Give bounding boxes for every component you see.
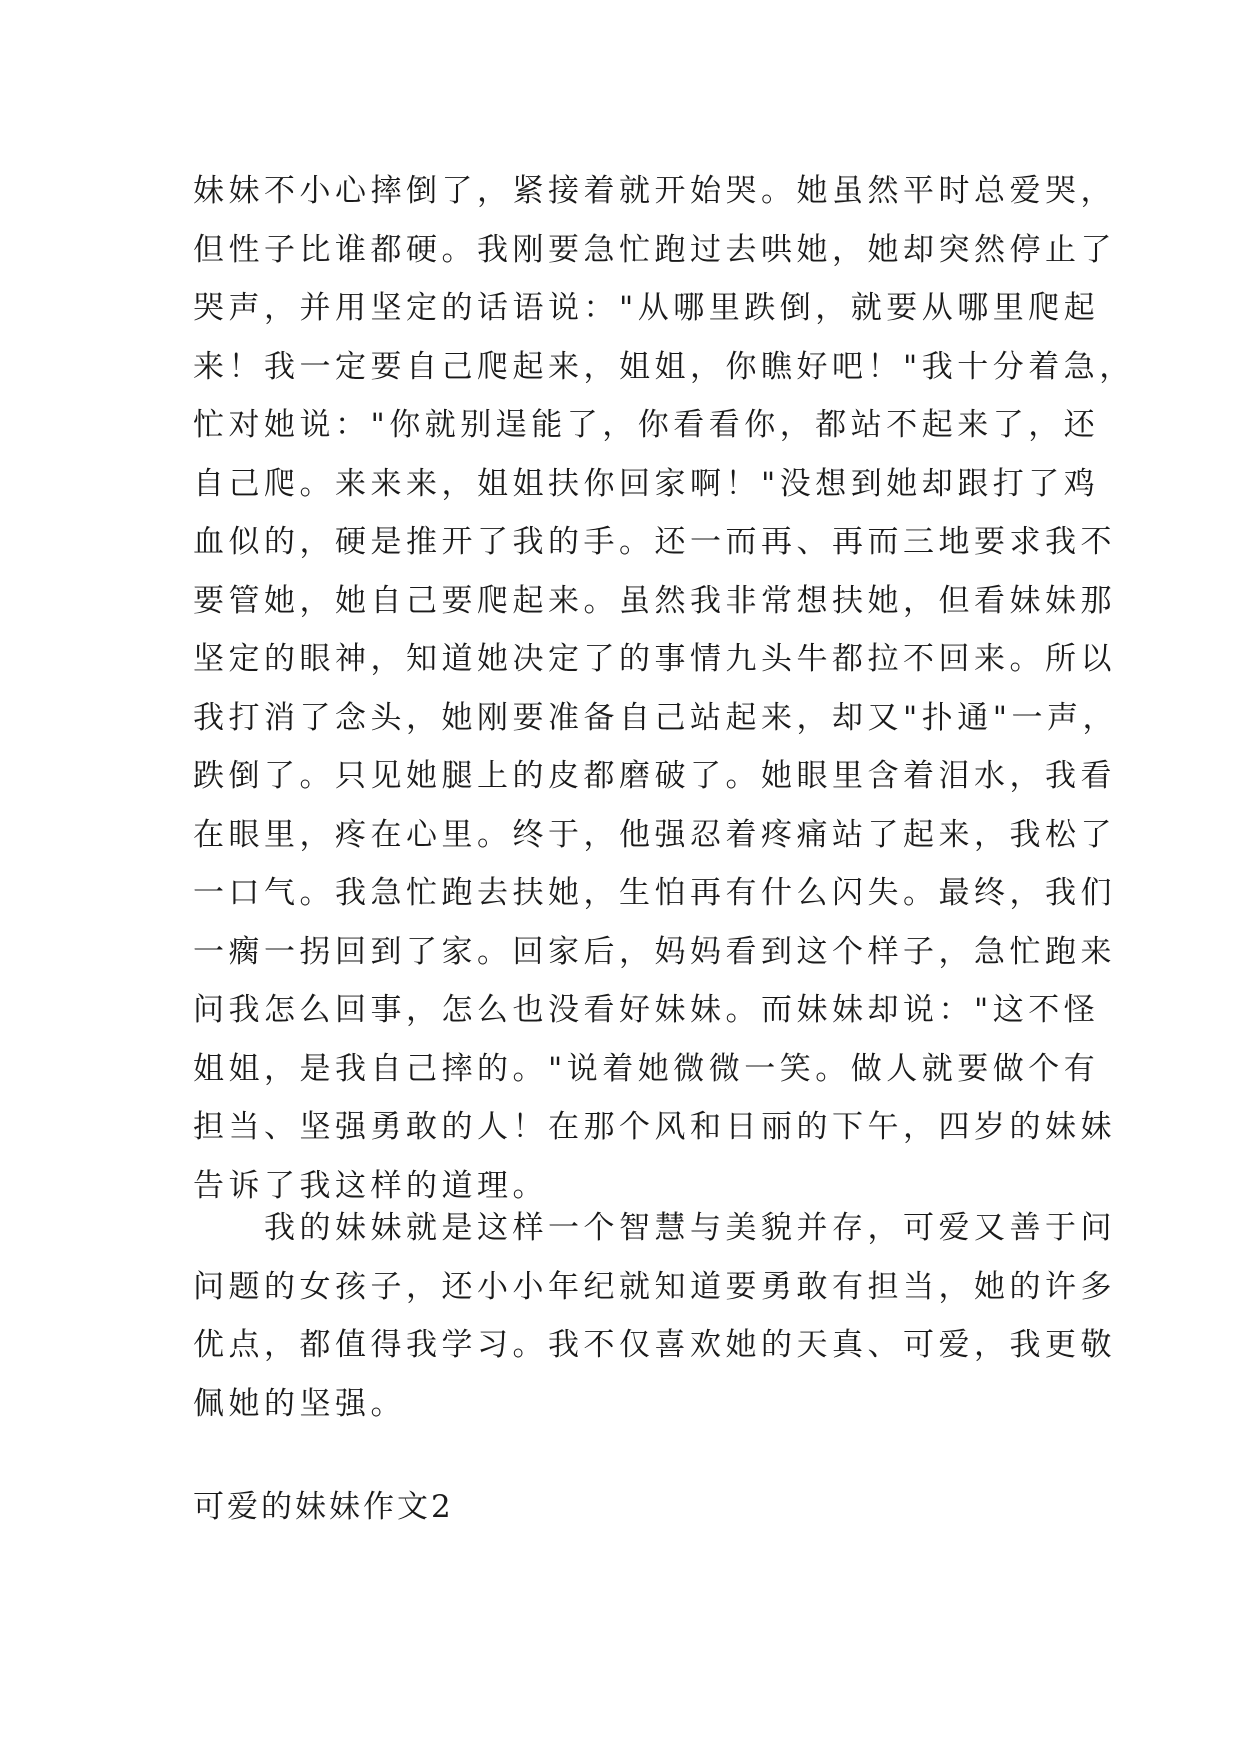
text-line: 姐姐，是我自己摔的。"说着她微微一笑。做人就要做个有 xyxy=(193,1050,1100,1087)
text-line: 来！我一定要自己爬起来，姐姐，你瞧好吧！"我十分着急， xyxy=(193,348,1135,385)
text-line: 一口气。我急忙跑去扶她，生怕再有什么闪失。最终，我们 xyxy=(193,875,1116,911)
text-line: 妹妹不小心摔倒了，紧接着就开始哭。她虽然平时总爱哭， xyxy=(193,173,1116,209)
text-line: 我打消了念头，她刚要准备自己站起来，却又"扑通"一声， xyxy=(193,699,1119,736)
text-line: 在眼里，疼在心里。终于，他强忍着疼痛站了起来，我松了 xyxy=(193,816,1116,853)
text-line: 忙对她说："你就别逞能了，你看看你，都站不起来了，还 xyxy=(193,407,1100,443)
text-line: 一瘸一拐回到了家。回家后，妈妈看到这个样子，急忙跑来 xyxy=(193,933,1116,970)
text-line: 坚定的眼神，知道她决定了的事情九头牛都拉不回来。所以 xyxy=(193,641,1116,677)
text-line: 我的妹妹就是这样一个智慧与美貌并存，可爱又善于问 xyxy=(193,1210,1116,1246)
text-line: 优点，都值得我学习。我不仅喜欢她的天真、可爱，我更敬 xyxy=(193,1327,1116,1363)
text-line: 佩她的坚强。 xyxy=(193,1385,406,1422)
paragraph-2 xyxy=(193,1199,1116,1433)
text-line: 问题的女孩子，还小小年纪就知道要勇敢有担当，她的许多 xyxy=(193,1268,1116,1305)
text-line: 跌倒了。只见她腿上的皮都磨破了。她眼里含着泪水，我看 xyxy=(193,758,1116,794)
text-line: 告诉了我这样的道理。 xyxy=(193,1167,548,1204)
text-line: 哭声，并用坚定的话语说："从哪里跌倒，就要从哪里爬起 xyxy=(193,290,1100,326)
text-line: 自己爬。来来来，姐姐扶你回家啊！"没想到她却跟打了鸡 xyxy=(193,465,1100,502)
text-line: 要管她，她自己要爬起来。虽然我非常想扶她，但看妹妹那 xyxy=(193,582,1116,619)
text-line: 问我怎么回事，怎么也没看好妹妹。而妹妹却说："这不怪 xyxy=(193,992,1100,1028)
paragraph-1 xyxy=(193,162,1135,1215)
text-line: 但性子比谁都硬。我刚要急忙跑过去哄她，她却突然停止了 xyxy=(193,231,1116,268)
text-line: 血似的，硬是推开了我的手。还一而再、再而三地要求我不 xyxy=(193,524,1116,560)
text-line: 担当、坚强勇敢的人！在那个风和日丽的下午，四岁的妹妹 xyxy=(193,1109,1116,1145)
section-heading: 可爱的妹妹作文2 xyxy=(193,1489,454,1525)
